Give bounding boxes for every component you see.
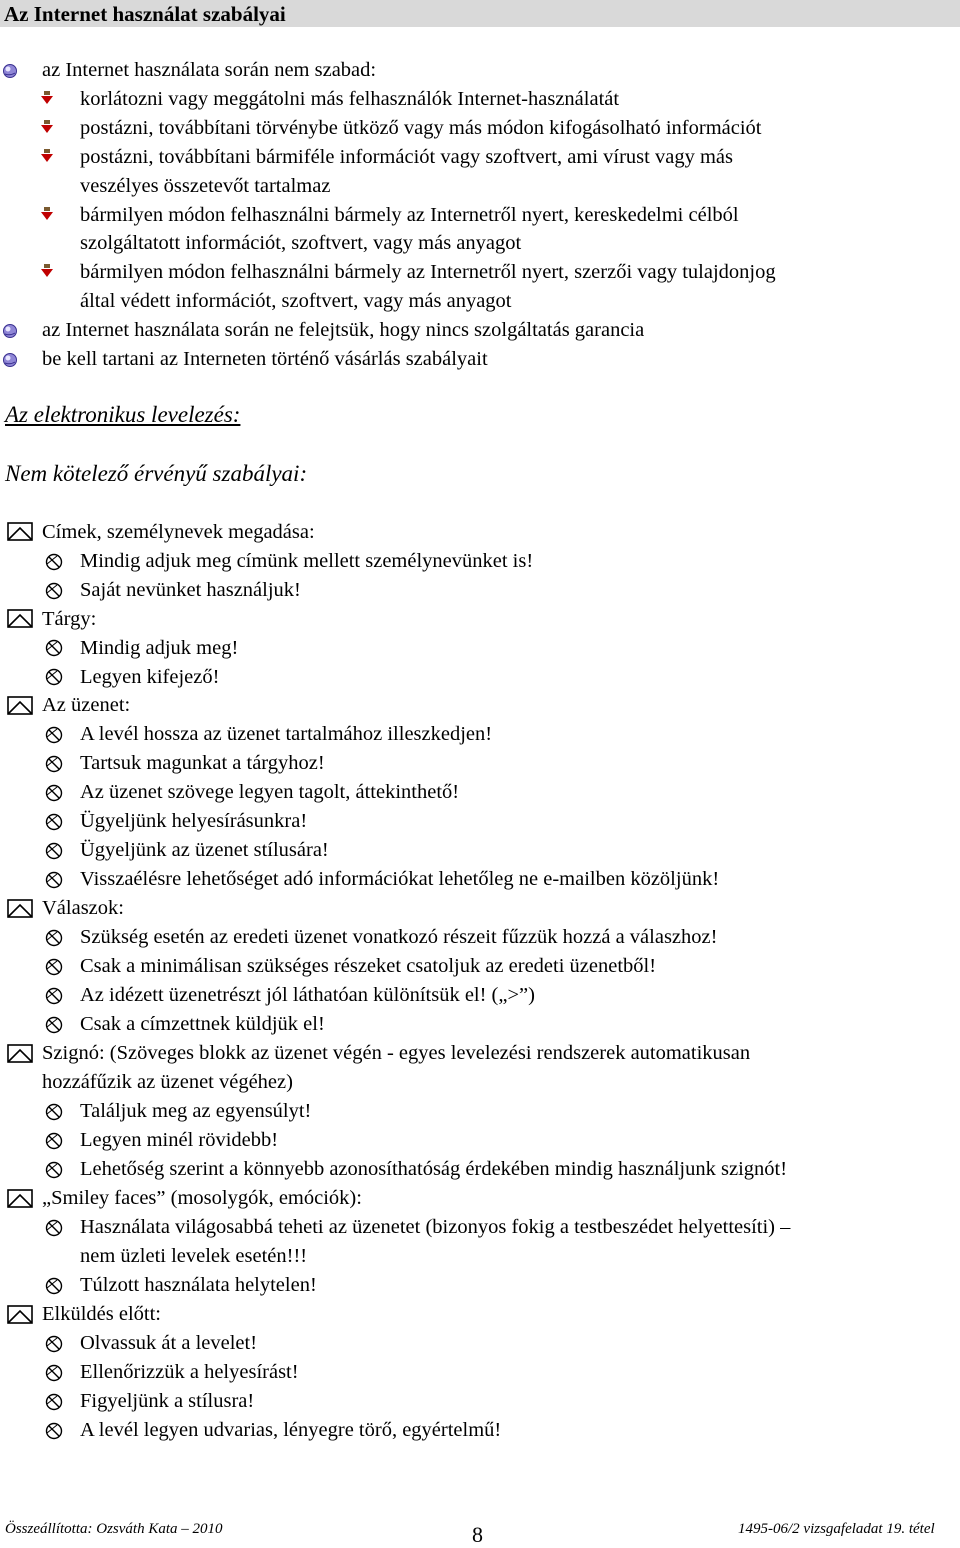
envelope-icon	[7, 1189, 33, 1208]
no-pen-icon	[42, 870, 66, 890]
rule-subitem: bármilyen módon felhasználni bármely az Internetről nyert, kereskedelmi célból	[80, 204, 739, 226]
no-pen-icon	[42, 581, 66, 601]
page-title: Az Internet használat szabályai	[4, 2, 286, 26]
arrow-bullet-icon	[40, 149, 54, 163]
email-rule: Ügyeljünk az üzenet stílusára!	[80, 839, 329, 861]
envelope-icon	[7, 1305, 33, 1324]
rule-subitem-cont: szolgáltatott információt, szoftvert, vagy más anyagot	[80, 232, 522, 254]
no-pen-icon	[42, 928, 66, 948]
email-rule-cont: nem üzleti levelek esetén!!!	[80, 1245, 308, 1267]
email-section-title: Tárgy:	[42, 608, 97, 630]
email-rule: Legyen kifejező!	[80, 666, 220, 688]
no-pen-icon	[42, 1334, 66, 1354]
email-section-title: „Smiley faces” (mosolygók, emóciók):	[42, 1187, 362, 1209]
no-pen-icon	[42, 1102, 66, 1122]
email-rule: Mindig adjuk meg címünk mellett személynevünket is!	[80, 550, 534, 572]
footer-exam-id: 1495-06/2 vizsgafeladat 19. tétel	[738, 1521, 935, 1537]
no-pen-icon	[42, 667, 66, 687]
email-rule: Ellenőrizzük a helyesírást!	[80, 1361, 299, 1383]
envelope-icon	[7, 609, 33, 628]
email-section-title: Elküldés előtt:	[42, 1303, 161, 1325]
globe-bullet-icon	[2, 323, 18, 339]
footer-author: Összeállította: Ozsváth Kata – 2010	[5, 1521, 223, 1537]
email-rule: Legyen minél rövidebb!	[80, 1129, 279, 1151]
no-pen-icon	[42, 841, 66, 861]
no-pen-icon	[42, 552, 66, 572]
rule-item: az Internet használata során nem szabad:	[42, 59, 377, 81]
email-section-title: Az üzenet:	[42, 694, 131, 716]
rule-subitem: postázni, továbbítani bármiféle információt vagy szoftvert, ami vírust vagy más	[80, 146, 733, 168]
no-pen-icon	[42, 986, 66, 1006]
email-section-title: Válaszok:	[42, 897, 124, 919]
no-pen-icon	[42, 1218, 66, 1238]
email-rule: Figyeljünk a stílusra!	[80, 1390, 255, 1412]
no-pen-icon	[42, 638, 66, 658]
envelope-icon	[7, 899, 33, 918]
email-rule: Túlzott használata helytelen!	[80, 1274, 317, 1296]
arrow-bullet-icon	[40, 120, 54, 134]
email-section-title-cont: hozzáfűzik az üzenet végéhez)	[42, 1071, 293, 1093]
rule-subitem: korlátozni vagy meggátolni más felhasználók Internet-használatát	[80, 88, 620, 110]
email-rule: Lehetőség szerint a könnyebb azonosíthatóság érdekében mindig használjunk szignót!	[80, 1158, 788, 1180]
email-rule: Ügyeljünk helyesírásunkra!	[80, 810, 308, 832]
no-pen-icon	[42, 812, 66, 832]
email-rule: Csak a címzettnek küldjük el!	[80, 1013, 325, 1035]
email-rule: Saját nevünket használjuk!	[80, 579, 301, 601]
rule-subitem-cont: által védett információt, szoftvert, vagy más anyagot	[80, 290, 512, 312]
arrow-bullet-icon	[40, 264, 54, 278]
subsection-heading: Nem kötelező érvényű szabályai:	[5, 461, 308, 486]
email-rule: A levél legyen udvarias, lényegre törő, egyértelmű!	[80, 1419, 502, 1441]
no-pen-icon	[42, 1421, 66, 1441]
no-pen-icon	[42, 754, 66, 774]
email-rule: Csak a minimálisan szükséges részeket csatoljuk az eredeti üzenetből!	[80, 955, 657, 977]
arrow-bullet-icon	[40, 91, 54, 105]
envelope-icon	[7, 696, 33, 715]
email-rule: Visszaélésre lehetőséget adó információkat lehetőleg ne e-mailben közöljünk!	[80, 868, 720, 890]
email-rule: A levél hossza az üzenet tartalmához illeszkedjen!	[80, 723, 493, 745]
title-bar	[0, 0, 960, 27]
no-pen-icon	[42, 1160, 66, 1180]
no-pen-icon	[42, 725, 66, 745]
email-rule: Tartsuk magunkat a tárgyhoz!	[80, 752, 325, 774]
no-pen-icon	[42, 1392, 66, 1412]
no-pen-icon	[42, 1363, 66, 1383]
email-rule: Az üzenet szövege legyen tagolt, áttekinthető!	[80, 781, 460, 803]
globe-bullet-icon	[2, 352, 18, 368]
globe-bullet-icon	[2, 63, 18, 79]
rule-subitem: postázni, továbbítani törvénybe ütköző vagy más módon kifogásolható információt	[80, 117, 762, 139]
section-heading: Az elektronikus levelezés:	[5, 402, 241, 427]
page-number: 8	[472, 1522, 483, 1547]
envelope-icon	[7, 1044, 33, 1063]
rule-item: be kell tartani az Interneten történő vásárlás szabályait	[42, 348, 488, 370]
rule-subitem: bármilyen módon felhasználni bármely az Internetről nyert, szerzői vagy tulajdonjog	[80, 261, 776, 283]
email-rule: Használata világosabbá teheti az üzenetet (bizonyos fokig a testbeszédet helyettesíti) –	[80, 1216, 791, 1238]
email-rule: Mindig adjuk meg!	[80, 637, 239, 659]
rule-subitem-cont: veszélyes összetevőt tartalmaz	[80, 175, 331, 197]
email-rule: Olvassuk át a levelet!	[80, 1332, 258, 1354]
no-pen-icon	[42, 957, 66, 977]
email-section-title: Szignó: (Szöveges blokk az üzenet végén - egyes levelezési rendszerek automatikusan	[42, 1042, 751, 1064]
no-pen-icon	[42, 1131, 66, 1151]
no-pen-icon	[42, 783, 66, 803]
email-rule: Szükség esetén az eredeti üzenet vonatkozó részeit fűzzük hozzá a válaszhoz!	[80, 926, 718, 948]
no-pen-icon	[42, 1015, 66, 1035]
rule-item: az Internet használata során ne felejtsük, hogy nincs szolgáltatás garancia	[42, 319, 645, 341]
no-pen-icon	[42, 1276, 66, 1296]
email-rule: Találjuk meg az egyensúlyt!	[80, 1100, 312, 1122]
arrow-bullet-icon	[40, 207, 54, 221]
email-rule: Az idézett üzenetrészt jól láthatóan különítsük el! („>”)	[80, 984, 535, 1006]
email-section-title: Címek, személynevek megadása:	[42, 521, 315, 543]
envelope-icon	[7, 522, 33, 541]
